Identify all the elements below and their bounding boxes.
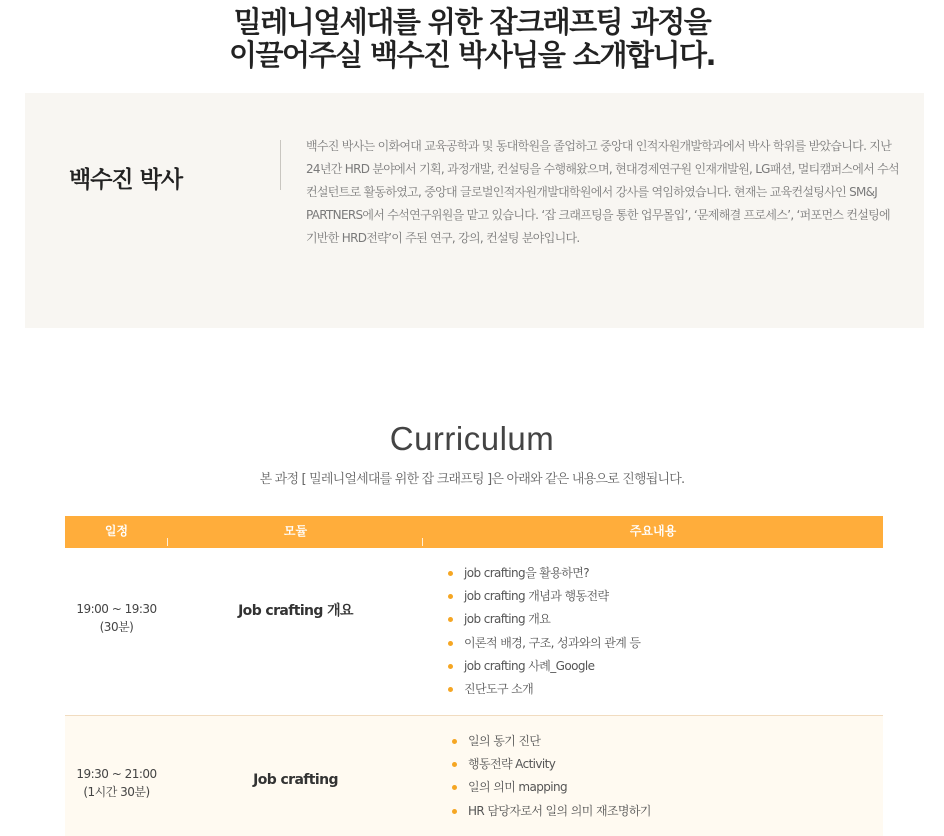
- time-range: 19:30 ~ 21:00: [76, 767, 157, 781]
- bullet-icon: [452, 762, 457, 767]
- table-header: [65, 516, 883, 548]
- time-duration: (1시간 30분): [83, 785, 150, 799]
- profile-divider: [280, 140, 281, 190]
- curriculum-table: [65, 516, 883, 836]
- row-content: [452, 730, 651, 823]
- bullet-icon: [448, 617, 453, 622]
- time-range: 19:00 ~ 19:30: [76, 602, 157, 616]
- curriculum-title: Curriculum: [389, 420, 555, 457]
- list-item: 일의 동기 진단: [452, 730, 651, 753]
- bullet-icon: [452, 785, 457, 790]
- intro-title: [0, 6, 944, 72]
- bullet-icon: [448, 571, 453, 576]
- list-item: HR 담당자로서 일의 의미 재조명하기: [452, 800, 651, 823]
- content-list: [448, 562, 640, 701]
- row-time: [65, 600, 168, 636]
- row-content: [448, 562, 640, 701]
- list-item: job crafting 사례_Google: [448, 655, 640, 678]
- intro-title-line-1: 밀레니얼세대를 위한 잡크래프팅 과정을: [233, 5, 711, 39]
- list-item: job crafting 개요: [448, 608, 640, 631]
- header-time: 일정: [104, 524, 129, 538]
- list-item: 진단도구 소개: [448, 678, 640, 701]
- instructor-name: 백수진 박사: [69, 167, 183, 193]
- table-row: [65, 548, 883, 716]
- curriculum-subtitle: 본 과정 [ 밀레니얼세대를 위한 잡 크래프팅 ]은 아래와 같은 내용으로 진행됩니다.: [259, 472, 685, 487]
- bullet-icon: [448, 641, 453, 646]
- list-item: 이론적 배경, 구조, 성과와의 관계 등: [448, 632, 640, 655]
- row-time: [65, 765, 168, 801]
- list-item: 행동전략 Activity: [452, 753, 651, 776]
- bullet-icon: [452, 739, 457, 744]
- list-item: 일의 의미 mapping: [452, 776, 651, 799]
- table-row: [65, 716, 883, 836]
- bullet-icon: [448, 687, 453, 692]
- list-item: job crafting을 활용하면?: [448, 562, 640, 585]
- bullet-icon: [452, 809, 457, 814]
- content-list: [452, 730, 651, 823]
- row-module: Job crafting: [253, 772, 338, 788]
- row-module: Job crafting 개요: [238, 603, 353, 619]
- time-duration: (30분): [99, 620, 134, 634]
- header-module: 모듈: [283, 524, 308, 538]
- list-item: job crafting 개념과 행동전략: [448, 585, 640, 608]
- bullet-icon: [448, 664, 453, 669]
- intro-title-line-2: 이끌어주실 백수진 박사님을 소개합니다.: [228, 38, 716, 72]
- instructor-bio: 백수진 박사는 이화여대 교육공학과 및 동대학원을 졸업하고 중앙대 인적자원개발학과에서 박사 학위를 받았습니다. 지난 24년간 HRD 분야에서 기획, 과정개발, 컨설팅을 수행해왔으며, 현대경제연구원 인재개발원, LG패션, 멀티캠퍼스에서 수석 컨설턴트로 활동하였고, 중앙대 글로벌인적자원개발대학원에서 강사를 역임하였습니다. 현재는 교육컨설팅사인 SM&J PARTNERS에서 수석연구위원을 맡고 있습니다. ‘잡 크래프팅을 통한 업무몰입’, ‘문제해결 프로세스’, ‘퍼포먼스 컨설팅에 기반한 HRD전략’이 주된 연구, 강의, 컨설팅 분야입니다.: [306, 139, 899, 245]
- bullet-icon: [448, 594, 453, 599]
- header-content: 주요내용: [629, 524, 677, 538]
- instructor-profile: [25, 93, 924, 328]
